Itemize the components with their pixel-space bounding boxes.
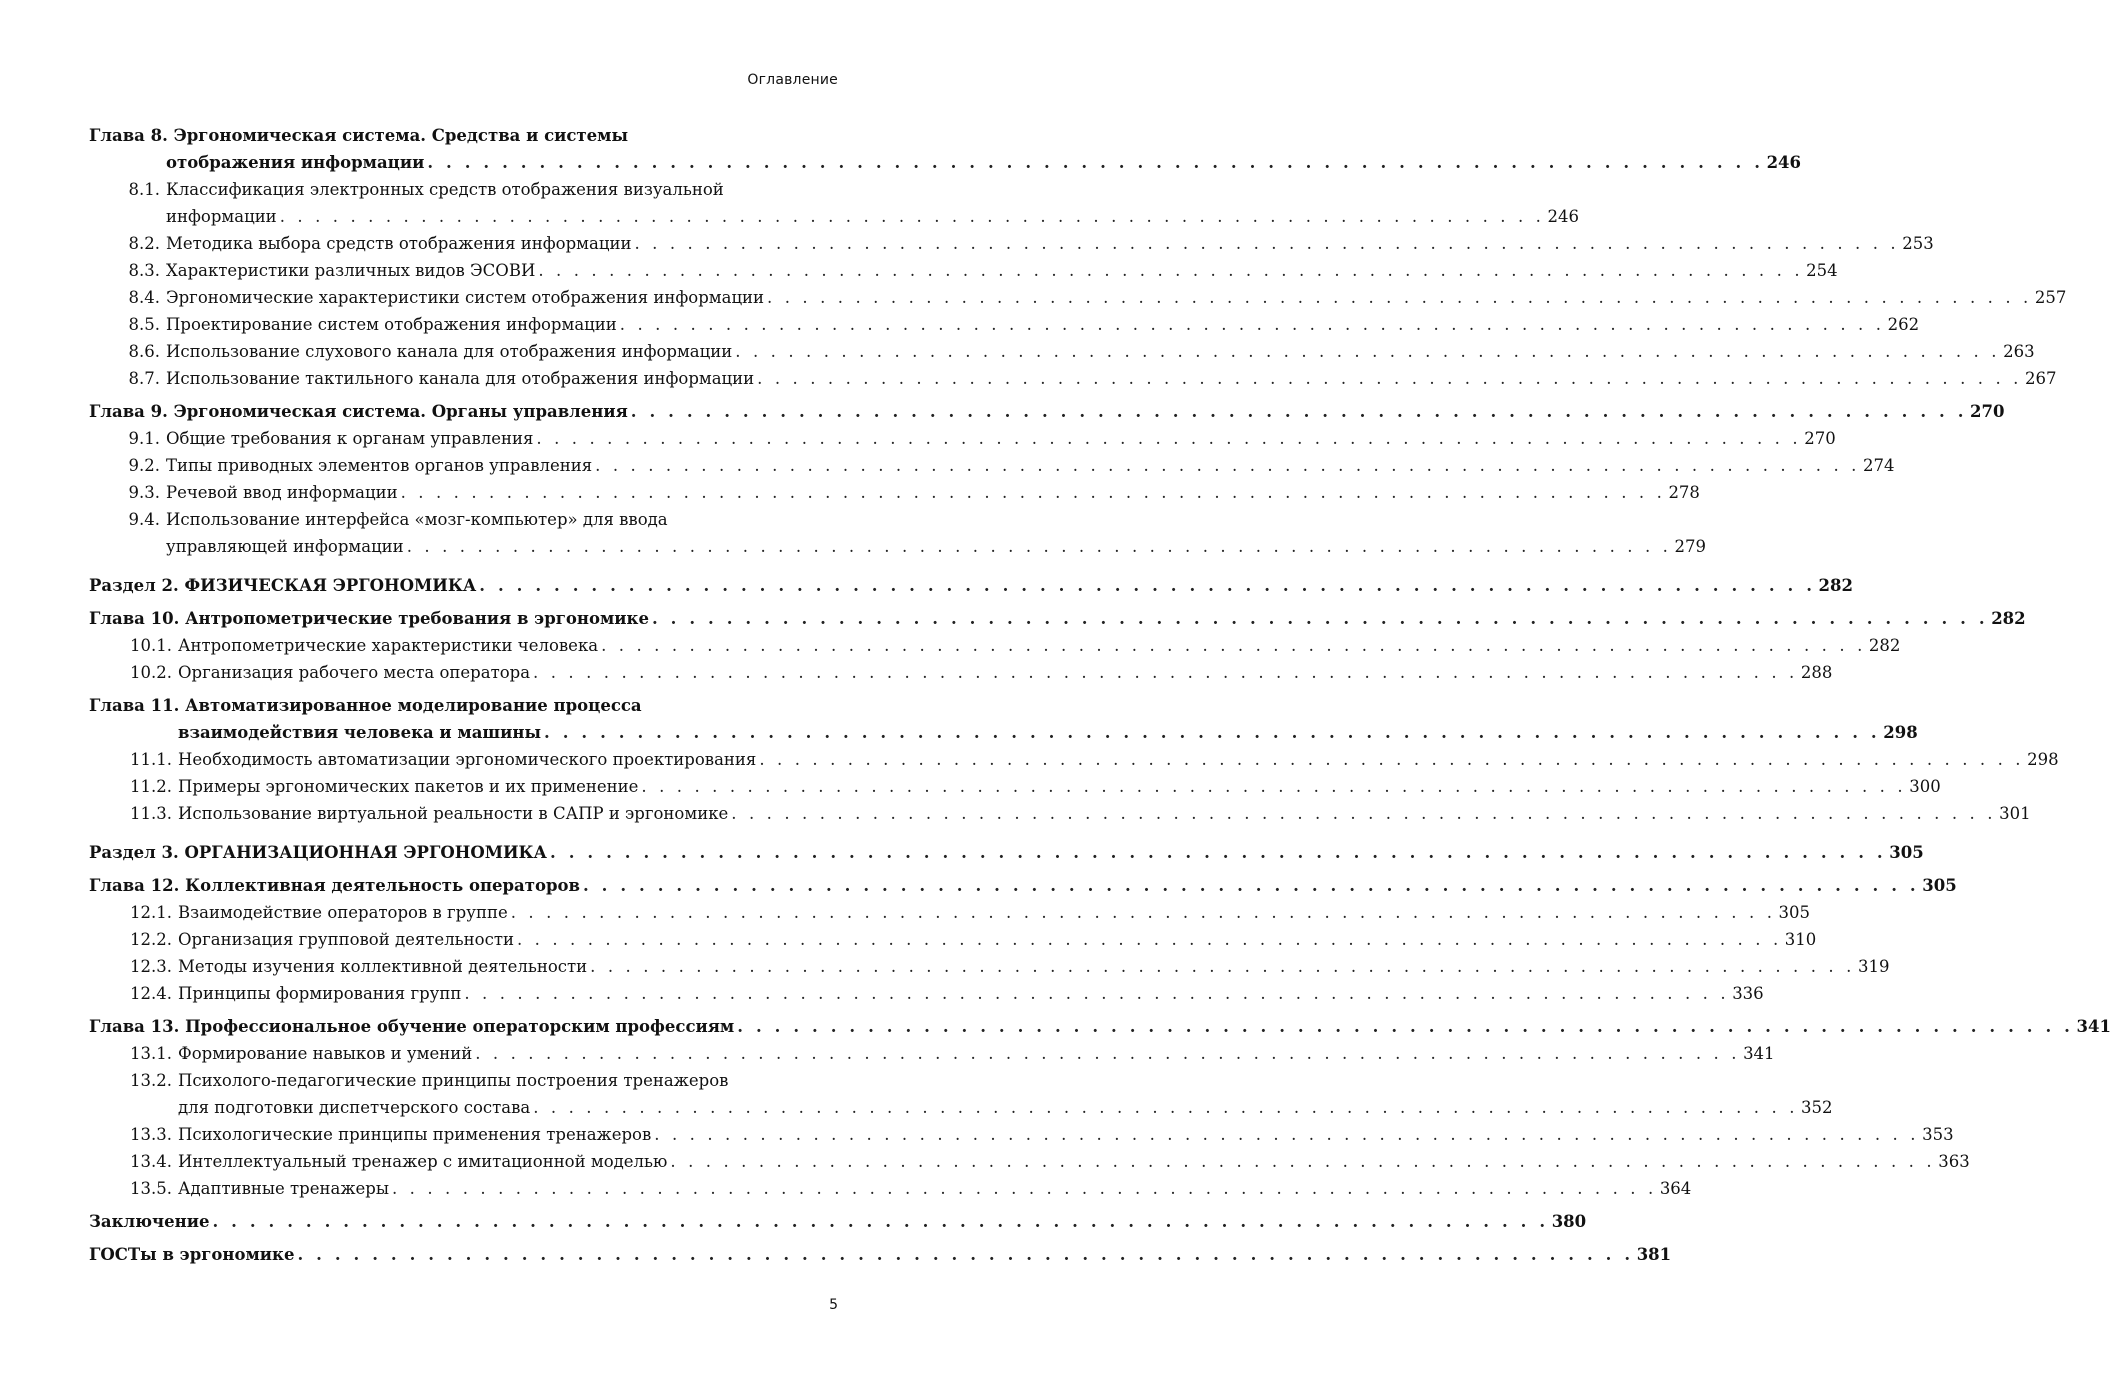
- section-number: 13.5.: [130, 1179, 172, 1198]
- dot-leader: . . . . . . . . . . . . . . . . . . . . . . . . . . . . . . . . . . . . . . . . . . . . . . . . . . . . . . . . . . . . . . . . . . . . . . . .: [533, 1098, 1799, 1117]
- page-ref: 267: [2025, 369, 2057, 388]
- section-title-cont: управляющей информации: [166, 537, 404, 556]
- section-title: Классификация электронных средств отображения визуальной: [166, 180, 724, 199]
- section-number: 9.3.: [128, 483, 160, 502]
- conclusion-title: Заключение: [89, 1212, 210, 1231]
- section-number: 8.2.: [128, 234, 160, 253]
- chapter-title-cont: отображения информации: [166, 153, 425, 172]
- page-ref: 305: [1922, 876, 1957, 895]
- dot-leader: . . . . . . . . . . . . . . . . . . . . . . . . . . . . . . . . . . . . . . . . . . . . . . . . . . . . . . . . . . . . . . . . . . . . . . . .: [538, 261, 1804, 280]
- section-number: 11.2.: [130, 777, 172, 796]
- page-ref: 262: [1887, 315, 1920, 334]
- chapter-title: Эргономическая система. Органы управления: [173, 402, 628, 421]
- section-number: 10.1.: [130, 636, 172, 655]
- dot-leader: . . . . . . . . . . . . . . . . . . . . . . . . . . . . . . . . . . . . . . . . . . . . . . . . . . . . . . . . . . . . . . . . . . . . . . . .: [516, 930, 1782, 949]
- dot-leader: . . . . . . . . . . . . . . . . . . . . . . . . . . . . . . . . . . . . . . . . . . . . . . . . . . . . . . . . . . . . . . . . . . . . . . . .: [297, 1245, 1634, 1264]
- section-title: Типы приводных элементов органов управления: [166, 456, 593, 475]
- dot-leader: . . . . . . . . . . . . . . . . . . . . . . . . . . . . . . . . . . . . . . . . . . . . . . . . . . . . . . . . . . . . . . . . . . . . . . . .: [479, 576, 1816, 595]
- page-ref: 279: [1674, 537, 1707, 556]
- toc-entry-12-4[interactable]: [89, 980, 1764, 1007]
- section-title: Проектирование систем отображения информации: [166, 315, 617, 334]
- section-number: 8.7.: [128, 369, 160, 388]
- toc-entry-chapter-11[interactable]: [89, 692, 837, 719]
- part-label: Раздел 3.: [89, 843, 185, 862]
- section-number: 12.3.: [130, 957, 172, 976]
- toc-entry-11-3[interactable]: [89, 800, 2031, 827]
- toc-entry-chapter-11-cont[interactable]: [89, 719, 1918, 746]
- toc-entry-13-3[interactable]: [89, 1121, 1954, 1148]
- section-number: 9.2.: [128, 456, 160, 475]
- section-title: Использование виртуальной реальности в САПР и эргономике: [178, 804, 729, 823]
- toc-entry-8-7[interactable]: [89, 365, 2057, 392]
- toc-entry-12-1[interactable]: [89, 899, 1811, 926]
- section-title: Речевой ввод информации: [166, 483, 398, 502]
- section-title: Интеллектуальный тренажер с имитационной моделью: [178, 1152, 668, 1171]
- dot-leader: . . . . . . . . . . . . . . . . . . . . . . . . . . . . . . . . . . . . . . . . . . . . . . . . . . . . . . . . . . . . . . . . . . . . . . . .: [767, 288, 2032, 307]
- page-ref: 352: [1801, 1098, 1833, 1117]
- toc-entry-13-2-cont[interactable]: [89, 1094, 1833, 1121]
- chapter-label: Глава 10.: [89, 609, 186, 628]
- section-title: Методы изучения коллективной деятельности: [178, 957, 588, 976]
- toc-entry-chapter-12[interactable]: [89, 872, 1957, 899]
- toc-entry-11-1[interactable]: [89, 746, 2059, 773]
- page-ref: 305: [1778, 903, 1811, 922]
- page-ref: 298: [1883, 723, 1918, 742]
- page-ref: 298: [2027, 750, 2059, 769]
- section-title: Использование интерфейса «мозг-компьютер» для ввода: [166, 510, 668, 529]
- table-of-contents: [89, 122, 2111, 1268]
- toc-entry-chapter-9[interactable]: [89, 398, 2005, 425]
- dot-leader: . . . . . . . . . . . . . . . . . . . . . . . . . . . . . . . . . . . . . . . . . . . . . . . . . . . . . . . . . . . . . . . . . . . . . . . .: [536, 429, 1802, 448]
- section-title: Организация рабочего места оператора: [178, 663, 531, 682]
- dot-leader: . . . . . . . . . . . . . . . . . . . . . . . . . . . . . . . . . . . . . . . . . . . . . . . . . . . . . . . . . . . . . . . . . . . . . . . .: [757, 369, 2022, 388]
- section-number: 8.3.: [128, 261, 160, 280]
- dot-leader: . . . . . . . . . . . . . . . . . . . . . . . . . . . . . . . . . . . . . . . . . . . . . . . . . . . . . . . . . . . . . . . . . . . . . . . .: [475, 1044, 1741, 1063]
- toc-entry-12-3[interactable]: [89, 953, 1890, 980]
- page-ref: 353: [1922, 1125, 1954, 1144]
- dot-leader: . . . . . . . . . . . . . . . . . . . . . . . . . . . . . . . . . . . . . . . . . . . . . . . . . . . . . . . . . . . . . . . . . . . . . . . .: [651, 609, 1989, 628]
- page-ref: 263: [2003, 342, 2035, 361]
- dot-leader: . . . . . . . . . . . . . . . . . . . . . . . . . . . . . . . . . . . . . . . . . . . . . . . . . . . . . . . . . . . . . . . . . . . . . . . .: [601, 636, 1866, 655]
- dot-leader: . . . . . . . . . . . . . . . . . . . . . . . . . . . . . . . . . . . . . . . . . . . . . . . . . . . . . . . . . . . . . . . . . . . . . . . .: [634, 234, 1900, 253]
- toc-entry-part-2[interactable]: [89, 572, 1853, 599]
- section-number: 10.2.: [130, 663, 172, 682]
- page-ref: 341: [2076, 1017, 2111, 1036]
- page-ref: 319: [1857, 957, 1890, 976]
- gosts-title: ГОСТы в эргономике: [89, 1245, 295, 1264]
- page-ref: 380: [1551, 1212, 1587, 1231]
- section-title: Формирование навыков и умений: [178, 1044, 473, 1063]
- page-ref: 282: [1991, 609, 2026, 628]
- toc-entry-11-2[interactable]: [89, 773, 1941, 800]
- section-number: 13.1.: [130, 1044, 172, 1063]
- chapter-label: Глава 11.: [89, 696, 186, 715]
- toc-entry-8-1-cont[interactable]: [89, 203, 1580, 230]
- dot-leader: . . . . . . . . . . . . . . . . . . . . . . . . . . . . . . . . . . . . . . . . . . . . . . . . . . . . . . . . . . . . . . . . . . . . . . . .: [212, 1212, 1549, 1231]
- toc-entry-8-4[interactable]: [89, 284, 2067, 311]
- dot-leader: . . . . . . . . . . . . . . . . . . . . . . . . . . . . . . . . . . . . . . . . . . . . . . . . . . . . . . . . . . . . . . . . . . . . . . . .: [670, 1152, 1936, 1171]
- section-title: Принципы формирования групп: [178, 984, 462, 1003]
- page-ref: 288: [1800, 663, 1833, 682]
- chapter-label: Глава 13.: [89, 1017, 186, 1036]
- section-title: Организация групповой деятельности: [178, 930, 514, 949]
- section-title: Общие требования к органам управления: [166, 429, 534, 448]
- part-label: Раздел 2.: [89, 576, 185, 595]
- toc-entry-conclusion[interactable]: [89, 1208, 1587, 1235]
- dot-leader: . . . . . . . . . . . . . . . . . . . . . . . . . . . . . . . . . . . . . . . . . . . . . . . . . . . . . . . . . . . . . . . . . . . . . . . .: [590, 957, 1855, 976]
- section-title: Взаимодействие операторов в группе: [178, 903, 508, 922]
- chapter-title: Профессиональное обучение операторским профессиям: [185, 1017, 735, 1036]
- page-ref: 270: [1804, 429, 1836, 448]
- dot-leader: . . . . . . . . . . . . . . . . . . . . . . . . . . . . . . . . . . . . . . . . . . . . . . . . . . . . . . . . . . . . . . . . . . . . . . . .: [619, 315, 1885, 334]
- dot-leader: . . . . . . . . . . . . . . . . . . . . . . . . . . . . . . . . . . . . . . . . . . . . . . . . . . . . . . . . . . . . . . . . . . . . . . . .: [759, 750, 2025, 769]
- section-number: 9.1.: [128, 429, 160, 448]
- page-ref: 363: [1938, 1152, 1970, 1171]
- page-ref: 282: [1868, 636, 1901, 655]
- page-ref: 310: [1784, 930, 1817, 949]
- toc-entry-8-2[interactable]: [89, 230, 1934, 257]
- chapter-title: Автоматизированное моделирование процесса: [185, 696, 642, 715]
- toc-entry-10-1[interactable]: [89, 632, 1901, 659]
- part-title: ФИЗИЧЕСКАЯ ЭРГОНОМИКА: [184, 576, 477, 595]
- section-title: Методика выбора средств отображения информации: [166, 234, 632, 253]
- toc-entry-chapter-10[interactable]: [89, 605, 2026, 632]
- section-title: Эргономические характеристики систем отображения информации: [166, 288, 765, 307]
- dot-leader: . . . . . . . . . . . . . . . . . . . . . . . . . . . . . . . . . . . . . . . . . . . . . . . . . . . . . . . . . . . . . . . . . . . . . . . .: [279, 207, 1545, 226]
- dot-leader: . . . . . . . . . . . . . . . . . . . . . . . . . . . . . . . . . . . . . . . . . . . . . . . . . . . . . . . . . . . . . . . . . . . . . . . .: [641, 777, 1907, 796]
- section-title: Психологические принципы применения тренажеров: [178, 1125, 652, 1144]
- page-ref: 246: [1766, 153, 1802, 172]
- toc-entry-part-3[interactable]: [89, 839, 1924, 866]
- page-ref: 336: [1732, 984, 1764, 1003]
- toc-entry-chapter-13[interactable]: [89, 1013, 2111, 1040]
- section-number: 12.4.: [130, 984, 172, 1003]
- section-number: 8.1.: [128, 180, 160, 199]
- dot-leader: . . . . . . . . . . . . . . . . . . . . . . . . . . . . . . . . . . . . . . . . . . . . . . . . . . . . . . . . . . . . . . . . . . . . . . . .: [595, 456, 1860, 475]
- section-title: Использование тактильного канала для отображения информации: [166, 369, 755, 388]
- dot-leader: . . . . . . . . . . . . . . . . . . . . . . . . . . . . . . . . . . . . . . . . . . . . . . . . . . . . . . . . . . . . . . . . . . . . . . . .: [630, 402, 1968, 421]
- page-ref: 254: [1806, 261, 1838, 280]
- toc-entry-chapter-8-cont[interactable]: [89, 149, 1802, 176]
- dot-leader: . . . . . . . . . . . . . . . . . . . . . . . . . . . . . . . . . . . . . . . . . . . . . . . . . . . . . . . . . . . . . . . . . . . . . . . .: [582, 876, 1920, 895]
- section-number: 11.3.: [130, 804, 172, 823]
- page-ref: 301: [1999, 804, 2031, 823]
- toc-entry-8-1[interactable]: [89, 176, 837, 203]
- section-number: 12.1.: [130, 903, 172, 922]
- chapter-title-cont: взаимодействия человека и машины: [178, 723, 542, 742]
- toc-entry-8-5[interactable]: [89, 311, 1920, 338]
- page-number: 5: [829, 1297, 838, 1313]
- section-number: 8.4.: [128, 288, 160, 307]
- chapter-label: Глава 8.: [89, 126, 174, 145]
- section-number: 13.3.: [130, 1125, 172, 1144]
- section-title-cont: информации: [166, 207, 277, 226]
- running-head: Оглавление: [747, 72, 838, 88]
- dot-leader: . . . . . . . . . . . . . . . . . . . . . . . . . . . . . . . . . . . . . . . . . . . . . . . . . . . . . . . . . . . . . . . . . . . . . . . .: [391, 1179, 1657, 1198]
- page-ref: 282: [1818, 576, 1853, 595]
- page-ref: 381: [1636, 1245, 1672, 1264]
- section-title: Использование слухового канала для отображения информации: [166, 342, 733, 361]
- section-number: 13.4.: [130, 1152, 172, 1171]
- dot-leader: . . . . . . . . . . . . . . . . . . . . . . . . . . . . . . . . . . . . . . . . . . . . . . . . . . . . . . . . . . . . . . . . . . . . . . . .: [427, 153, 1764, 172]
- dot-leader: . . . . . . . . . . . . . . . . . . . . . . . . . . . . . . . . . . . . . . . . . . . . . . . . . . . . . . . . . . . . . . . . . . . . . . . .: [550, 843, 1887, 862]
- section-title: Необходимость автоматизации эргономического проектирования: [178, 750, 757, 769]
- section-number: 8.6.: [128, 342, 160, 361]
- page-ref: 253: [1902, 234, 1934, 253]
- page-ref: 278: [1668, 483, 1700, 502]
- section-number: 8.5.: [128, 315, 160, 334]
- dot-leader: . . . . . . . . . . . . . . . . . . . . . . . . . . . . . . . . . . . . . . . . . . . . . . . . . . . . . . . . . . . . . . . . . . . . . . . .: [533, 663, 1798, 682]
- dot-leader: . . . . . . . . . . . . . . . . . . . . . . . . . . . . . . . . . . . . . . . . . . . . . . . . . . . . . . . . . . . . . . . . . . . . . . . .: [731, 804, 1997, 823]
- dot-leader: . . . . . . . . . . . . . . . . . . . . . . . . . . . . . . . . . . . . . . . . . . . . . . . . . . . . . . . . . . . . . . . . . . . . . . . .: [735, 342, 2001, 361]
- page-ref: 364: [1659, 1179, 1692, 1198]
- dot-leader: . . . . . . . . . . . . . . . . . . . . . . . . . . . . . . . . . . . . . . . . . . . . . . . . . . . . . . . . . . . . . . . . . . . . . . . .: [737, 1017, 2074, 1036]
- dot-leader: . . . . . . . . . . . . . . . . . . . . . . . . . . . . . . . . . . . . . . . . . . . . . . . . . . . . . . . . . . . . . . . . . . . . . . . .: [464, 984, 1730, 1003]
- toc-entry-10-2[interactable]: [89, 659, 1833, 686]
- toc-entry-9-4-cont[interactable]: [89, 533, 1707, 560]
- toc-entry-9-3[interactable]: [89, 479, 1700, 506]
- toc-entry-13-1[interactable]: [89, 1040, 1775, 1067]
- toc-entry-9-1[interactable]: [89, 425, 1836, 452]
- chapter-label: Глава 9.: [89, 402, 174, 421]
- toc-entry-9-4[interactable]: [89, 506, 837, 533]
- chapter-title: Эргономическая система. Средства и системы: [173, 126, 628, 145]
- chapter-title: Коллективная деятельность операторов: [185, 876, 580, 895]
- toc-entry-8-3[interactable]: [89, 257, 1838, 284]
- toc-entry-8-6[interactable]: [89, 338, 2035, 365]
- page-ref: 246: [1547, 207, 1580, 226]
- section-title: Антропометрические характеристики человека: [178, 636, 599, 655]
- toc-entry-gosts[interactable]: [89, 1241, 1672, 1268]
- dot-leader: . . . . . . . . . . . . . . . . . . . . . . . . . . . . . . . . . . . . . . . . . . . . . . . . . . . . . . . . . . . . . . . . . . . . . . . .: [400, 483, 1666, 502]
- toc-entry-12-2[interactable]: [89, 926, 1817, 953]
- page-ref: 305: [1889, 843, 1924, 862]
- chapter-label: Глава 12.: [89, 876, 186, 895]
- part-title: ОРГАНИЗАЦИОННАЯ ЭРГОНОМИКА: [184, 843, 547, 862]
- section-number: 12.2.: [130, 930, 172, 949]
- page-ref: 274: [1863, 456, 1895, 475]
- section-number: 9.4.: [128, 510, 160, 529]
- section-title: Психолого-педагогические принципы построения тренажеров: [178, 1071, 729, 1090]
- dot-leader: . . . . . . . . . . . . . . . . . . . . . . . . . . . . . . . . . . . . . . . . . . . . . . . . . . . . . . . . . . . . . . . . . . . . . . . .: [654, 1125, 1920, 1144]
- toc-entry-13-5[interactable]: [89, 1175, 1692, 1202]
- section-number: 13.2.: [130, 1071, 172, 1090]
- chapter-title: Антропометрические требования в эргономике: [185, 609, 649, 628]
- page-ref: 270: [1970, 402, 2005, 421]
- toc-entry-9-2[interactable]: [89, 452, 1895, 479]
- section-title-cont: для подготовки диспетчерского состава: [178, 1098, 531, 1117]
- section-title: Примеры эргономических пакетов и их применение: [178, 777, 639, 796]
- dot-leader: . . . . . . . . . . . . . . . . . . . . . . . . . . . . . . . . . . . . . . . . . . . . . . . . . . . . . . . . . . . . . . . . . . . . . . . .: [510, 903, 1776, 922]
- toc-entry-13-4[interactable]: [89, 1148, 1970, 1175]
- dot-leader: . . . . . . . . . . . . . . . . . . . . . . . . . . . . . . . . . . . . . . . . . . . . . . . . . . . . . . . . . . . . . . . . . . . . . . . .: [544, 723, 1881, 742]
- section-number: 11.1.: [130, 750, 172, 769]
- toc-entry-13-2[interactable]: [89, 1067, 837, 1094]
- page-ref: 341: [1743, 1044, 1775, 1063]
- section-title: Адаптивные тренажеры: [178, 1179, 389, 1198]
- dot-leader: . . . . . . . . . . . . . . . . . . . . . . . . . . . . . . . . . . . . . . . . . . . . . . . . . . . . . . . . . . . . . . . . . . . . . . . .: [406, 537, 1672, 556]
- section-title: Характеристики различных видов ЭСОВИ: [166, 261, 536, 280]
- page-ref: 300: [1909, 777, 1941, 796]
- page-ref: 257: [2034, 288, 2067, 307]
- toc-entry-chapter-8[interactable]: [89, 122, 837, 149]
